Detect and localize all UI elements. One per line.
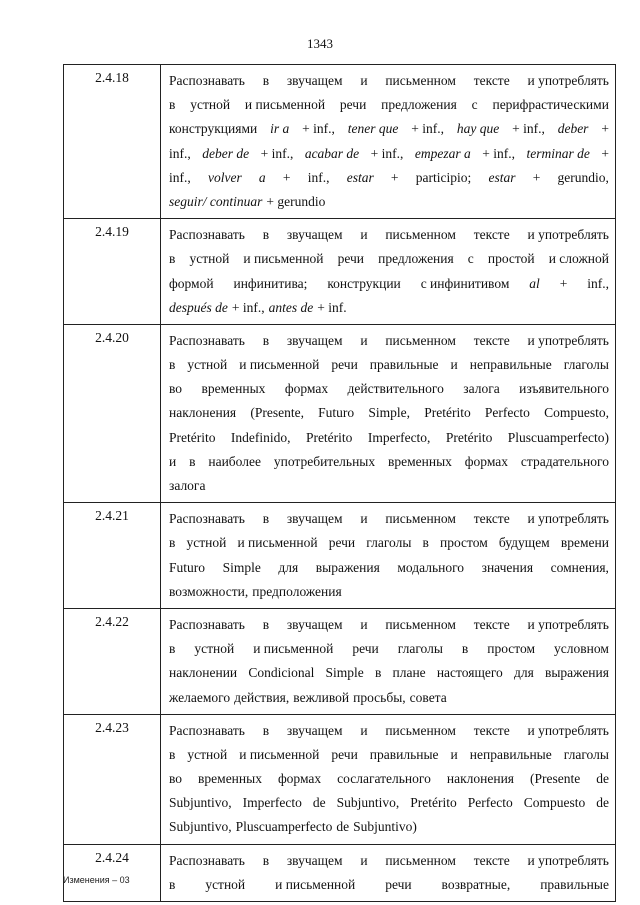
- text-line: [169, 767, 609, 791]
- row-code: 2.4.21: [64, 503, 161, 609]
- word: и: [360, 616, 368, 632]
- word: тексте: [473, 227, 510, 243]
- word: звучащем: [286, 332, 343, 348]
- word: и употреблять: [527, 511, 609, 527]
- word: + gerundio: [266, 193, 326, 209]
- word: и письменной: [237, 535, 318, 551]
- word: и: [360, 227, 368, 243]
- row-description: [161, 608, 616, 714]
- word: и: [360, 511, 368, 527]
- word: с: [471, 97, 478, 113]
- word: глаголы: [397, 641, 443, 657]
- text-line: [169, 613, 609, 637]
- word: Compuesto,: [544, 405, 609, 421]
- word: в: [189, 453, 196, 469]
- word: Pluscuamperfecto: [235, 819, 333, 835]
- word: Imperfecto: [242, 795, 302, 811]
- text-line: [169, 142, 609, 166]
- word: речи: [385, 876, 412, 892]
- word: в: [262, 332, 270, 348]
- word: Subjuntivo,: [169, 795, 232, 811]
- italic-term: seguir/ continuar: [169, 193, 263, 209]
- word: Subjuntivo): [353, 819, 417, 835]
- word: Распознавать: [169, 616, 245, 632]
- word: Simple,: [368, 405, 411, 421]
- word: письменном: [385, 332, 456, 348]
- word: de: [596, 795, 609, 811]
- word: в: [169, 535, 176, 551]
- word: + inf.,: [411, 121, 444, 137]
- word: Распознавать: [169, 722, 245, 738]
- word: залога: [169, 478, 206, 493]
- text-line: [169, 223, 609, 247]
- word: модального: [397, 559, 465, 575]
- word: Condicional: [248, 665, 315, 681]
- word: Pretérito: [305, 429, 353, 445]
- word: в: [169, 641, 176, 657]
- text-line: [169, 247, 609, 271]
- word: + inf.,: [302, 121, 335, 137]
- table-row: [64, 503, 616, 609]
- text-line: [169, 873, 609, 897]
- text-line: [169, 117, 609, 141]
- text-line: [169, 719, 609, 743]
- word: тексте: [473, 73, 510, 88]
- word: в: [262, 227, 270, 243]
- word: употребительных: [273, 453, 376, 469]
- word: inf.,: [307, 169, 330, 185]
- word: во: [169, 381, 183, 397]
- word: наклонения: [169, 405, 237, 421]
- word: и письменной: [239, 357, 320, 373]
- word: возможности,: [169, 583, 249, 599]
- word: глаголы: [563, 746, 609, 762]
- word: условном: [554, 641, 609, 657]
- word: Imperfecto,: [367, 429, 431, 445]
- word: устной: [186, 535, 227, 551]
- word: и: [360, 73, 368, 88]
- word: в: [262, 722, 270, 738]
- word: временных: [198, 771, 262, 787]
- word: тексте: [473, 852, 510, 868]
- word: тексте: [473, 616, 510, 632]
- text-line: [169, 272, 609, 296]
- word: +: [559, 275, 568, 291]
- row-code: 2.4.22: [64, 608, 161, 714]
- italic-term: ir a: [270, 121, 290, 137]
- word: плане: [392, 665, 426, 681]
- row-description: [161, 714, 616, 844]
- word: gerundio,: [557, 169, 609, 185]
- italic-term: tener que: [347, 121, 399, 137]
- text-line: [169, 69, 609, 93]
- word: наклонения: [446, 771, 514, 787]
- word: Futuro: [169, 559, 206, 575]
- word: Futuro: [318, 405, 355, 421]
- row-description: [161, 844, 616, 901]
- word: Распознавать: [169, 511, 245, 527]
- word: времени: [560, 535, 609, 551]
- word: в: [262, 73, 270, 88]
- word: во: [169, 771, 183, 787]
- word: и употреблять: [527, 722, 609, 738]
- word: в: [262, 852, 270, 868]
- italic-term: a: [258, 169, 266, 185]
- word: Распознавать: [169, 332, 245, 348]
- italic-term: terminar de: [526, 145, 590, 161]
- word: письменном: [385, 722, 456, 738]
- text-line: [169, 190, 609, 214]
- italic-term: antes de: [268, 299, 314, 315]
- word: Распознавать: [169, 73, 245, 88]
- requirements-table: [63, 64, 616, 902]
- word: и употреблять: [527, 852, 609, 868]
- text-line: [169, 296, 609, 320]
- word: звучащем: [286, 511, 343, 527]
- word: устной: [194, 641, 235, 657]
- word: выражения: [544, 665, 609, 681]
- word: сослагательного: [337, 771, 431, 787]
- word: правильные: [369, 357, 439, 373]
- word: формах: [277, 771, 322, 787]
- row-code: 2.4.20: [64, 324, 161, 502]
- word: наклонении: [169, 665, 238, 681]
- word: устной: [190, 97, 231, 113]
- footer-revision: Изменения – 03: [63, 875, 130, 885]
- word: формах: [464, 453, 509, 469]
- text-line: [169, 580, 609, 604]
- word: настоящего: [436, 665, 503, 681]
- word: звучащем: [286, 722, 343, 738]
- word: речи: [331, 357, 358, 373]
- italic-term: hay que: [456, 121, 500, 137]
- word: и письменной: [244, 97, 326, 113]
- word: временных: [201, 381, 266, 397]
- table-row: [64, 219, 616, 325]
- word: и: [450, 746, 458, 762]
- word: в: [374, 665, 382, 681]
- word: предложения: [378, 251, 454, 267]
- word: письменном: [385, 73, 456, 88]
- word: письменном: [385, 511, 456, 527]
- row-description: [161, 324, 616, 502]
- word: речи: [339, 97, 367, 113]
- word: и сложной: [548, 251, 609, 267]
- word: изъявительного: [519, 381, 609, 397]
- word: тексте: [473, 332, 510, 348]
- word: participio;: [415, 169, 472, 185]
- word: залога: [463, 381, 500, 397]
- word: + inf.,: [370, 145, 404, 161]
- text-line: [169, 556, 609, 580]
- word: +: [601, 145, 609, 161]
- text-line: [169, 791, 609, 815]
- word: предположения: [252, 583, 342, 599]
- word: письменном: [385, 227, 456, 243]
- word: устной: [187, 746, 228, 762]
- word: + inf.,: [231, 299, 265, 315]
- word: и употреблять: [527, 616, 609, 632]
- text-line: [169, 507, 609, 531]
- word: совета: [409, 689, 447, 705]
- word: простом: [487, 641, 536, 657]
- word: Pretérito: [424, 405, 471, 421]
- word: конструкциями: [169, 121, 258, 137]
- word: и употреблять: [527, 227, 609, 243]
- word: временных: [388, 453, 452, 469]
- text-line: [169, 329, 609, 353]
- word: и употреблять: [527, 332, 609, 348]
- italic-term: deber de: [202, 145, 250, 161]
- word: в: [262, 511, 270, 527]
- word: Pretérito: [410, 795, 457, 811]
- word: + inf.: [317, 299, 347, 315]
- word: Распознавать: [169, 852, 245, 868]
- word: Pretérito: [445, 429, 493, 445]
- requirements-table-body: [64, 65, 616, 902]
- word: (Presente: [529, 771, 581, 787]
- word: с: [467, 251, 474, 267]
- word: +: [601, 121, 609, 137]
- word: Распознавать: [169, 227, 245, 243]
- page-number: 1343: [307, 36, 333, 51]
- word: правильные: [369, 746, 439, 762]
- word: речи: [337, 251, 365, 267]
- word: и употреблять: [527, 73, 609, 88]
- word: желаемого: [169, 689, 231, 705]
- italic-term: volver: [207, 169, 242, 185]
- word: формах: [284, 381, 329, 397]
- word: de: [336, 819, 350, 835]
- word: + inf.,: [260, 145, 294, 161]
- word: и письменной: [243, 251, 324, 267]
- word: формой: [169, 275, 214, 291]
- text-line: [169, 686, 609, 710]
- word: в: [169, 97, 176, 113]
- row-code: 2.4.24: [64, 844, 161, 901]
- table-row: [64, 714, 616, 844]
- text-line: [169, 849, 609, 873]
- word: неправильные: [469, 746, 552, 762]
- word: inf.,: [169, 145, 191, 161]
- italic-term: al: [529, 275, 540, 291]
- word: сомнения,: [550, 559, 609, 575]
- text-line: [169, 450, 609, 474]
- word: +: [282, 169, 291, 185]
- word: глаголы: [563, 357, 609, 373]
- word: Compuesto: [523, 795, 586, 811]
- word: и письменной: [275, 876, 356, 892]
- row-description: [161, 503, 616, 609]
- table-row: [64, 65, 616, 219]
- text-line: [169, 815, 609, 839]
- word: наиболее: [208, 453, 261, 469]
- word: речи: [328, 535, 356, 551]
- italic-term: estar: [346, 169, 374, 185]
- text-line: [169, 377, 609, 401]
- text-line: [169, 474, 609, 498]
- word: de: [596, 771, 609, 787]
- word: письменном: [385, 616, 456, 632]
- word: тексте: [473, 511, 510, 527]
- word: в: [169, 876, 176, 892]
- word: будущем: [498, 535, 550, 551]
- word: + inf.,: [482, 145, 516, 161]
- word: в: [169, 251, 176, 267]
- word: и письменной: [253, 641, 334, 657]
- word: устной: [189, 251, 230, 267]
- text-line: [169, 426, 609, 450]
- word: звучащем: [286, 852, 343, 868]
- row-code: 2.4.18: [64, 65, 161, 219]
- word: возвратные,: [441, 876, 511, 892]
- word: неправильные: [469, 357, 552, 373]
- word: значения: [481, 559, 534, 575]
- text-line: [169, 401, 609, 425]
- text-line: [169, 353, 609, 377]
- word: Pretérito: [169, 429, 216, 445]
- text-line: [169, 743, 609, 767]
- word: с инфинитивом: [420, 275, 510, 291]
- table-row: [64, 608, 616, 714]
- word: тексте: [473, 722, 510, 738]
- word: инфинитива;: [233, 275, 308, 291]
- word: действия,: [234, 689, 290, 705]
- row-code: 2.4.19: [64, 219, 161, 325]
- word: речи: [331, 746, 358, 762]
- word: письменном: [385, 852, 456, 868]
- word: Simple: [222, 559, 261, 575]
- word: конструкции: [327, 275, 401, 291]
- word: просьбы,: [353, 689, 406, 705]
- word: и: [450, 357, 458, 373]
- word: в: [262, 616, 270, 632]
- word: устной: [187, 357, 228, 373]
- text-line: [169, 661, 609, 685]
- word: звучащем: [286, 227, 343, 243]
- text-line: [169, 637, 609, 661]
- row-description: [161, 65, 616, 219]
- word: Subjuntivo,: [169, 819, 232, 835]
- row-description: [161, 219, 616, 325]
- italic-term: acabar de: [304, 145, 360, 161]
- row-code: 2.4.23: [64, 714, 161, 844]
- word: для: [278, 559, 299, 575]
- word: правильные: [540, 876, 609, 892]
- word: и письменной: [239, 746, 320, 762]
- word: Pluscuamperfecto): [507, 429, 609, 445]
- word: глаголы: [366, 535, 412, 551]
- word: звучащем: [286, 73, 343, 88]
- table-row: [64, 324, 616, 502]
- word: (Presente,: [250, 405, 304, 421]
- word: в: [169, 357, 176, 373]
- word: и: [360, 852, 368, 868]
- word: и: [169, 453, 177, 469]
- word: inf.,: [587, 275, 609, 291]
- word: и: [360, 332, 368, 348]
- italic-term: empezar a: [414, 145, 471, 161]
- word: страдательного: [520, 453, 609, 469]
- word: Perfecto: [484, 405, 530, 421]
- word: Indefinido,: [230, 429, 291, 445]
- text-line: [169, 93, 609, 117]
- word: в: [422, 535, 429, 551]
- word: +: [390, 169, 399, 185]
- word: Simple: [325, 665, 364, 681]
- word: в: [461, 641, 469, 657]
- word: простой: [487, 251, 535, 267]
- word: для: [513, 665, 534, 681]
- word: устной: [205, 876, 246, 892]
- word: выражения: [315, 559, 380, 575]
- text-line: [169, 166, 609, 190]
- word: de: [312, 795, 326, 811]
- italic-term: estar: [488, 169, 516, 185]
- word: речи: [352, 641, 379, 657]
- word: +: [532, 169, 541, 185]
- word: звучащем: [286, 616, 343, 632]
- word: Perfecto: [467, 795, 513, 811]
- italic-term: deber: [557, 121, 589, 137]
- word: Subjuntivo,: [336, 795, 400, 811]
- word: предложения: [381, 97, 457, 113]
- word: простом: [440, 535, 488, 551]
- word: в: [169, 746, 176, 762]
- text-line: [169, 531, 609, 555]
- word: перифрастическими: [492, 97, 609, 113]
- word: + inf.,: [512, 121, 545, 137]
- word: действительного: [347, 381, 444, 397]
- word: inf.,: [169, 169, 191, 185]
- table-row: [64, 844, 616, 901]
- word: вежливой: [293, 689, 350, 705]
- italic-term: después de: [169, 299, 228, 315]
- word: и: [360, 722, 368, 738]
